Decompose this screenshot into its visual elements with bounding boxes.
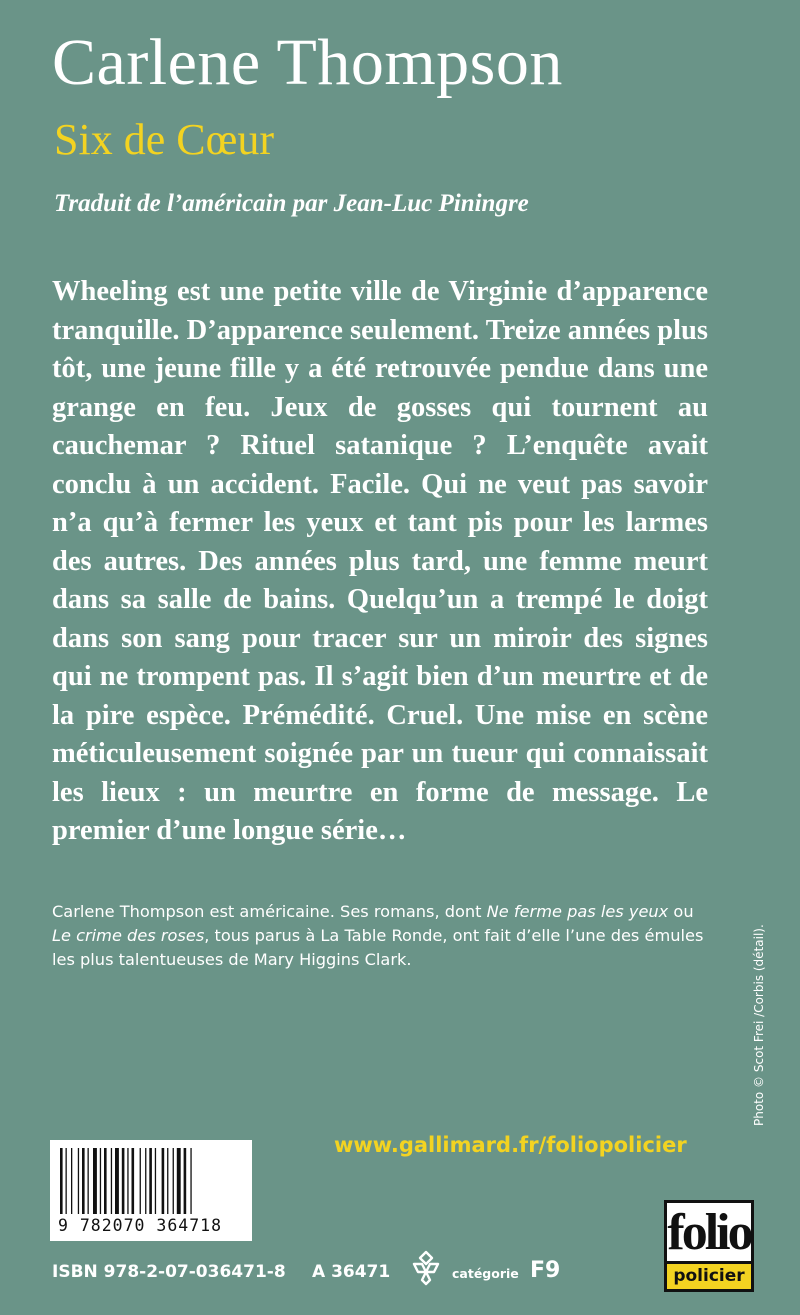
folio-policier-logo [664, 1200, 754, 1292]
book-title: Six de Cœur [54, 115, 274, 164]
barcode-bar [173, 1148, 174, 1214]
isbn: ISBN 978-2-07-036471-8 [52, 1262, 286, 1282]
barcode-bar [78, 1148, 79, 1214]
barcode-bar [122, 1148, 125, 1214]
bio-book-1: Ne ferme pas les yeux [486, 902, 669, 921]
barcode-bar [127, 1148, 128, 1214]
barcode-bar [111, 1148, 112, 1214]
barcode-bar [145, 1148, 146, 1214]
barcode-bar [140, 1148, 141, 1214]
barcode-bar [162, 1148, 165, 1214]
barcode-bar [88, 1148, 89, 1214]
categorie-label: catégorie [452, 1266, 519, 1281]
blurb-text: Wheeling est une petite ville de Virginie d’apparence tranquille. D’apparence seulement. Treize années plus tôt, une jeune fille y a été retrouvée pendue dans une grange en feu. Jeux de gosses qui tournent au cauchemar ? Rituel satanique ? L’enquête avait conclu à un accident. Facile. Qui ne veut pas savoir n’a qu’à fermer les yeux et tant pis pour les larmes des autres. Des années plus tard, une femme meurt dans sa salle de bains. Quelqu’un a trempé le doigt dans son sang pour tracer sur un miroir des signes qui ne trompent pas. Il s’agit bien d’un meurtre et de la pire espèce. Prémédité. Cruel. Une mise en scène méticuleusement soignée par un tueur qui connaissait les lieux : un meurtre en forme de message. Le premier d’une longue série… [52, 276, 708, 846]
bio-book-2: Le crime des roses [52, 926, 205, 945]
barcode-bar [155, 1148, 156, 1214]
author-bio [52, 900, 712, 972]
folio-logo-sub: policier [673, 1266, 745, 1286]
barcode-icon [58, 1148, 244, 1214]
barcode-bar [132, 1148, 135, 1214]
bio-text-2: ou [668, 902, 694, 921]
bio-text-1: Carlene Thompson est américaine. Ses romans, dont [52, 902, 487, 921]
publisher-website: www.gallimard.fr/foliopolicier [334, 1133, 687, 1157]
barcode [50, 1140, 252, 1241]
barcode-bar [104, 1148, 107, 1214]
barcode-bar [167, 1148, 168, 1214]
catalog-code: A 36471 [312, 1262, 391, 1282]
photo-credit [752, 668, 766, 1126]
barcode-bar [93, 1148, 97, 1214]
barcode-bar [71, 1148, 72, 1214]
barcode-bar [190, 1148, 191, 1214]
translator-credit: Traduit de l’américain par Jean-Luc Piningre [54, 190, 529, 217]
folio-logo-top [664, 1200, 754, 1264]
barcode-bar [60, 1148, 63, 1214]
photo-credit-text: Photo © Scot Frei /Corbis (détail). [752, 924, 766, 1126]
barcode-bar [149, 1148, 152, 1214]
folio-logo-word: folio [667, 1204, 751, 1261]
barcode-bar [66, 1148, 67, 1214]
folio-logo-bottom [664, 1264, 754, 1292]
bio-text-3: , tous parus à La Table Ronde, ont fait d’elle l’une des émules les plus talentueuses de Mary Higgins Clark. [52, 926, 704, 969]
barcode-digits: 9 782070 364718 [58, 1216, 223, 1235]
barcode-bar [82, 1148, 85, 1214]
barcode-bar [115, 1148, 119, 1214]
barcode-bar [177, 1148, 181, 1214]
categorie-value: F9 [530, 1258, 561, 1283]
author-name: Carlene Thompson [52, 26, 563, 99]
barcode-bar [100, 1148, 101, 1214]
fleuron-icon [408, 1248, 444, 1286]
barcode-bar [184, 1148, 187, 1214]
